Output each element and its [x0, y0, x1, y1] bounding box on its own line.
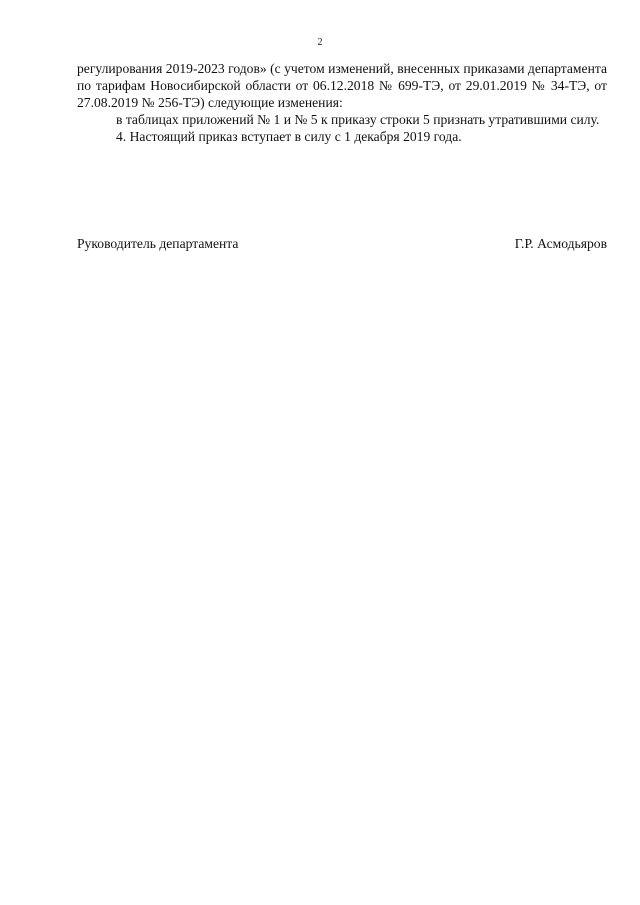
signatory-position: Руководитель департамента: [77, 236, 239, 251]
paragraph-continuation: регулирования 2019-2023 годов» (с учетом изменений, внесенных приказами департамента по тарифам Новосибирской области от 06.12.2018 № 699-ТЭ, от 29.01.2019 № 34-ТЭ, от 27.08.2019 № 256-ТЭ) следующие изменения:: [77, 61, 607, 110]
signature-block: [77, 235, 607, 252]
paragraph-tables-change: в таблицах приложений № 1 и № 5 к приказу строки 5 признать утратившими силу.: [116, 112, 600, 127]
signatory-name: Г.Р. Асмодьяров: [514, 236, 607, 251]
document-body: [77, 60, 607, 145]
page-number: 2: [317, 37, 323, 48]
paragraph-effective-date: 4. Настоящий приказ вступает в силу с 1 декабря 2019 года.: [116, 129, 462, 144]
